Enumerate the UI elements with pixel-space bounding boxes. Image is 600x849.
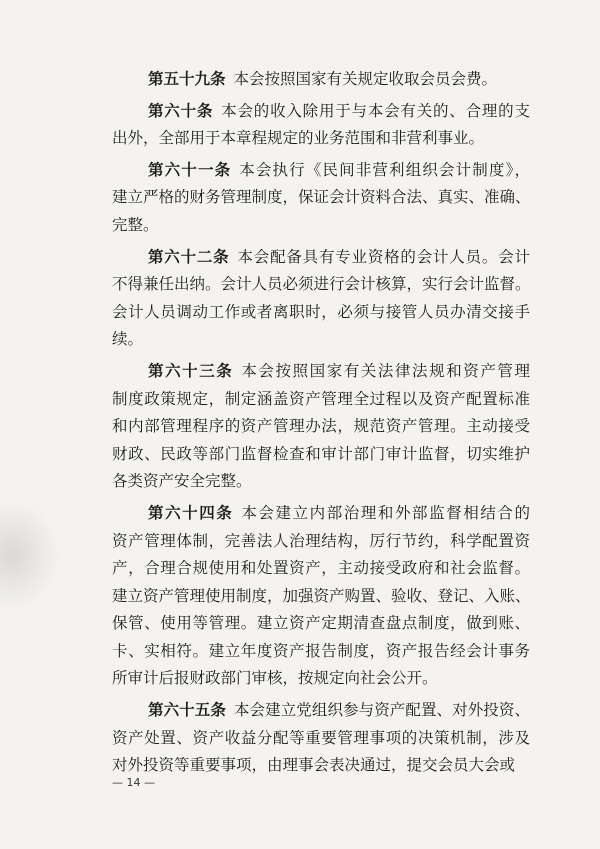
article-1 <box>112 66 530 94</box>
article-line <box>112 271 530 299</box>
article-number: 第五十九条 <box>148 70 226 88</box>
article-number: 第六十四条 <box>148 503 234 522</box>
article-text: 保管、使用等管理。建立资产定期清查盘点制度，做到账、 <box>112 614 530 633</box>
article-text: 资产处置、资产收益分配等重要管理事项的决策机制，涉及 <box>112 728 530 747</box>
article-line <box>112 725 530 753</box>
article-number: 第六十条 <box>148 101 214 120</box>
article-line <box>112 752 530 780</box>
article-text: 财政、民政等部门监督检查和审计部门审计监督，切实维护 <box>112 444 530 463</box>
article-5 <box>112 358 530 496</box>
article-line <box>112 610 530 638</box>
article-text: 本会按照国家有关法律法规和资产管理 <box>241 361 530 380</box>
article-line <box>112 212 530 240</box>
article-text: 出外，全部用于本章程规定的业务范围和非营利事业。 <box>112 129 485 148</box>
article-text: 制度政策规定，制定涵盖资产管理全过程以及资产配置标准 <box>112 389 530 408</box>
article-6 <box>112 500 530 693</box>
article-4 <box>112 244 530 354</box>
page-number: — 14 — <box>112 776 155 789</box>
article-line <box>112 528 530 556</box>
article-text: 各类资产安全完整。 <box>112 472 252 491</box>
article-text: 本会建立党组织参与资产配置、对外投资、 <box>233 701 530 720</box>
article-line <box>112 299 530 327</box>
article-text: 不得兼任出纳。会计人员必须进行会计核算，实行会计监督。 <box>112 275 531 294</box>
article-text: 卡、实相符。建立年度资产报告制度，资产报告经会计事务 <box>112 641 530 660</box>
article-line <box>112 157 530 185</box>
article-2 <box>112 98 530 153</box>
article-text: 建立资产管理使用制度，加强资产购置、验收、登记、入账、 <box>112 586 531 605</box>
article-line <box>112 98 530 126</box>
article-text: 续。 <box>112 330 144 349</box>
article-line <box>112 413 530 441</box>
article-text: 建立严格的财务管理制度，保证会计资料合法、真实、准确、 <box>112 188 531 207</box>
article-number: 第六十三条 <box>148 361 234 380</box>
article-3 <box>112 157 530 240</box>
article-text: 本会配备具有专业资格的会计人员。会计 <box>237 247 530 266</box>
article-body <box>112 66 530 784</box>
article-text: 本会按照国家有关规定收取会员会费。 <box>233 70 498 88</box>
article-text: 资产管理体制，完善法人治理结构，厉行节约，科学配置资 <box>112 531 530 550</box>
article-number: 第六十五条 <box>148 701 226 720</box>
article-line <box>112 184 530 212</box>
article-text: 和内部管理程序的资产管理办法，规范资产管理。主动接受 <box>112 417 530 436</box>
article-line <box>112 244 530 272</box>
article-line <box>112 468 530 496</box>
article-number: 第六十二条 <box>148 247 230 266</box>
article-text: 完整。 <box>112 215 159 234</box>
article-text: 所审计后报财政部门审核，按规定向社会公开。 <box>112 669 438 688</box>
article-text: 本会的收入除用于与本会有关的、合理的支 <box>221 101 530 120</box>
article-text: 本会建立内部治理和外部监督相结合的 <box>241 503 530 522</box>
article-line <box>112 66 530 94</box>
article-line <box>112 125 530 153</box>
article-line <box>112 358 530 386</box>
article-text: 对外投资等重要事项，由理事会表决通过，提交会员大会或 <box>112 756 516 775</box>
article-line <box>112 697 530 725</box>
article-line <box>112 326 530 354</box>
article-line <box>112 665 530 693</box>
article-line <box>112 441 530 469</box>
article-line <box>112 583 530 611</box>
article-number: 第六十一条 <box>148 160 232 179</box>
article-line <box>112 555 530 583</box>
article-line <box>112 500 530 528</box>
article-line <box>112 638 530 666</box>
article-line <box>112 386 530 414</box>
article-text: 产，合理合规使用和处置资产，主动接受政府和社会监督。 <box>112 559 530 578</box>
article-text: 会计人员调动工作或者离职时，必须与接管人员办清交接手 <box>112 302 530 321</box>
scan-shadow <box>0 500 60 610</box>
article-text: 本会执行《民间非营利组织会计制度》， <box>239 160 530 179</box>
article-7 <box>112 697 530 780</box>
